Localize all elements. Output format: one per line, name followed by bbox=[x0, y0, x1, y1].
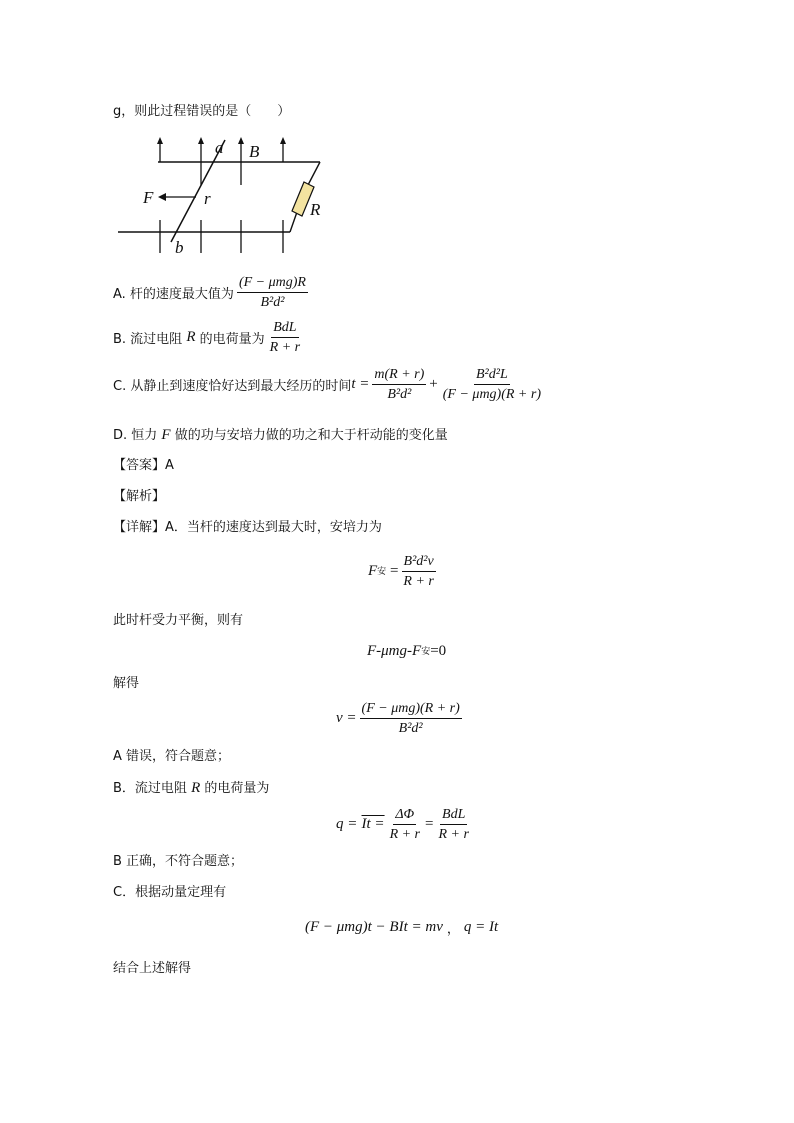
text-a-wrong: A 错误，符合题意； bbox=[113, 749, 231, 764]
equation-balance: F-μmg-F 安 =0 bbox=[367, 643, 447, 659]
question-text: g，则此过程错误的是（ ） bbox=[113, 104, 291, 119]
circuit-figure bbox=[113, 135, 343, 265]
label-b: b bbox=[175, 238, 184, 257]
text-solve: 解得 bbox=[113, 676, 140, 691]
analysis-title: 【解析】 bbox=[113, 489, 166, 504]
label-B: B bbox=[249, 142, 260, 161]
force-arrow-icon bbox=[158, 193, 166, 201]
text-b-right: B 正确，不符合题意； bbox=[113, 854, 244, 869]
option-b: B. 流过电阻 R 的电荷量为 $\frac{\text{BdL}}{R + r}$ bbox=[113, 320, 301, 355]
option-c: C. 从静止到速度恰好达到最大经历的时间 t = $\frac{m(R + r)}{\text{B²d²}}$ + $\frac{\text{B²d²L}}{\text{(F − μmg)(R + r)}}$ bbox=[113, 367, 541, 402]
equation-ampere-force: F 安 = $\frac{\text{B²d²v}}{R + r}$ bbox=[368, 554, 434, 589]
label-F: F bbox=[143, 188, 154, 207]
text-b: B．流过电阻 R 的电荷量为 bbox=[113, 780, 270, 796]
option-a: A. 杆的速度最大值为 $\frac{\text{(F − μmg)R}}{\text{B²d²}}$ bbox=[113, 275, 306, 310]
equation-charge: q = It = $\frac{\Delta\Phi}{R + r}$ = $\frac{\text{BdL}}{R + r}$ bbox=[336, 807, 469, 842]
detail-a: 【详解】A．当杆的速度达到最大时，安培力为 bbox=[113, 520, 382, 535]
option-d: D. 恒力 F 做的功与安培力做的功之和大于杆动能的变化量 bbox=[113, 427, 448, 443]
label-r: r bbox=[204, 189, 211, 208]
text-balance: 此时杆受力平衡，则有 bbox=[113, 613, 244, 628]
label-R: R bbox=[310, 200, 321, 219]
text-combine: 结合上述解得 bbox=[113, 961, 192, 976]
equation-max-velocity: v = $\frac{\text{(F − μmg)(R + r)}}{\text{B²d²}}$ bbox=[336, 701, 460, 736]
equation-momentum: (F − μmg)t − BIt = mv ， q = It bbox=[305, 919, 499, 937]
text-c: C．根据动量定理有 bbox=[113, 885, 227, 900]
answer: 【答案】A bbox=[113, 458, 174, 473]
label-a: a bbox=[215, 138, 224, 157]
